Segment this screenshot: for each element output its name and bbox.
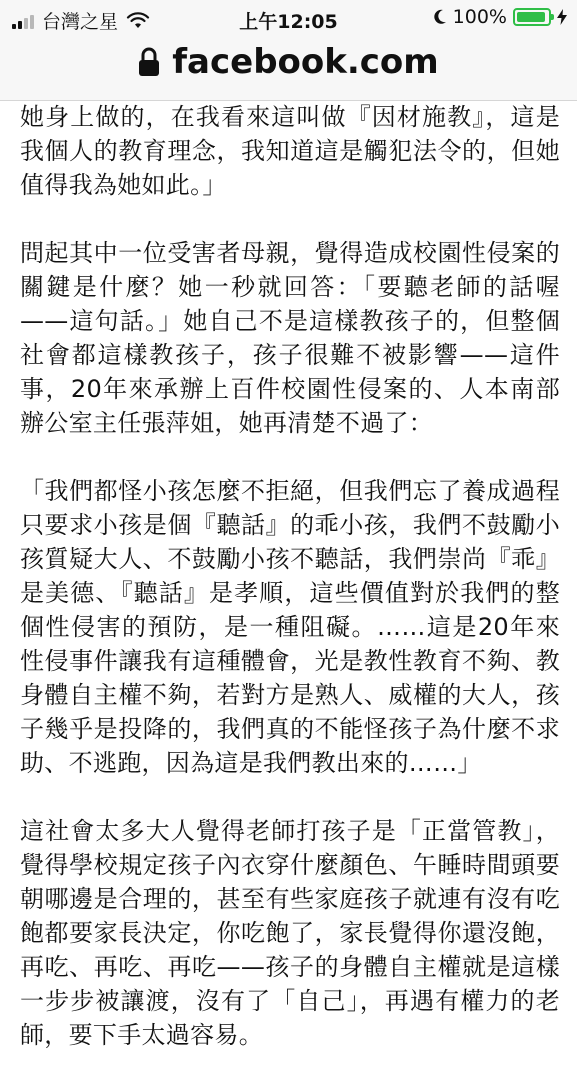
- moon-icon: [433, 9, 447, 25]
- article-paragraph: 「我們都怪小孩怎麼不拒絕，但我們忘了養成過程只要求小孩是個『聽話』的乖小孩，我們不鼓勵小孩質疑大人、不鼓勵小孩不聽話，我們崇尚『乖』是美德、『聽話』是孝順，這些價值對於我們的整個性侵害的預防，是一種阻礙。……這是20年來性侵事件讓我有這種體會，光是教性教育不夠、教身體自主權不夠，若對方是熟人、威權的大人，孩子幾乎是投降的，我們真的不能怪孩子為什麼不求助、不逃跑，因為這是我們教出來的……」: [20, 477, 560, 777]
- article-paragraph: 這社會太多大人覺得老師打孩子是「正當管教」，覺得學校規定孩子內衣穿什麼顏色、午睡時間頭要朝哪邊是合理的，甚至有些家庭孩子就連有沒有吃飽都要家長決定，你吃飽了，家長覺得你還沒飽，再吃、再吃、再吃——孩子的身體自主權就是這樣一步步被讓渡，沒有了「自己」，再遇有權力的老師，要下手太過容易。: [20, 817, 560, 1049]
- battery-icon: [513, 8, 551, 26]
- address-bar[interactable]: [0, 36, 577, 88]
- lock-icon: [138, 47, 160, 77]
- browser-top-bar: [0, 0, 577, 101]
- charging-icon: [557, 9, 567, 25]
- url-text[interactable]: facebook.com: [172, 42, 439, 82]
- status-bar: [0, 0, 577, 36]
- status-time: 上午12:05: [239, 11, 338, 33]
- carrier-name: 台灣之星: [42, 11, 119, 33]
- battery-percent: 100%: [452, 6, 507, 28]
- battery-fill: [517, 12, 545, 22]
- article-paragraph: 她身上做的，在我看來這叫做『因材施教』，這是我個人的教育理念，我知道這是觸犯法令的，但她值得我為她如此。」: [20, 103, 560, 199]
- article-body: [20, 100, 560, 1086]
- status-right: [433, 6, 567, 28]
- article-paragraph: 問起其中一位受害者母親，覺得造成校園性侵案的關鍵是什麼？她一秒就回答：「要聽老師的話喔——這句話。」她自己不是這樣教孩子的，但整個社會都這樣教孩子，孩子很難不被影響——這件事，20年來承辦上百件校園性侵案的、人本南部辦公室主任張萍姐，她再清楚不過了：: [20, 239, 560, 437]
